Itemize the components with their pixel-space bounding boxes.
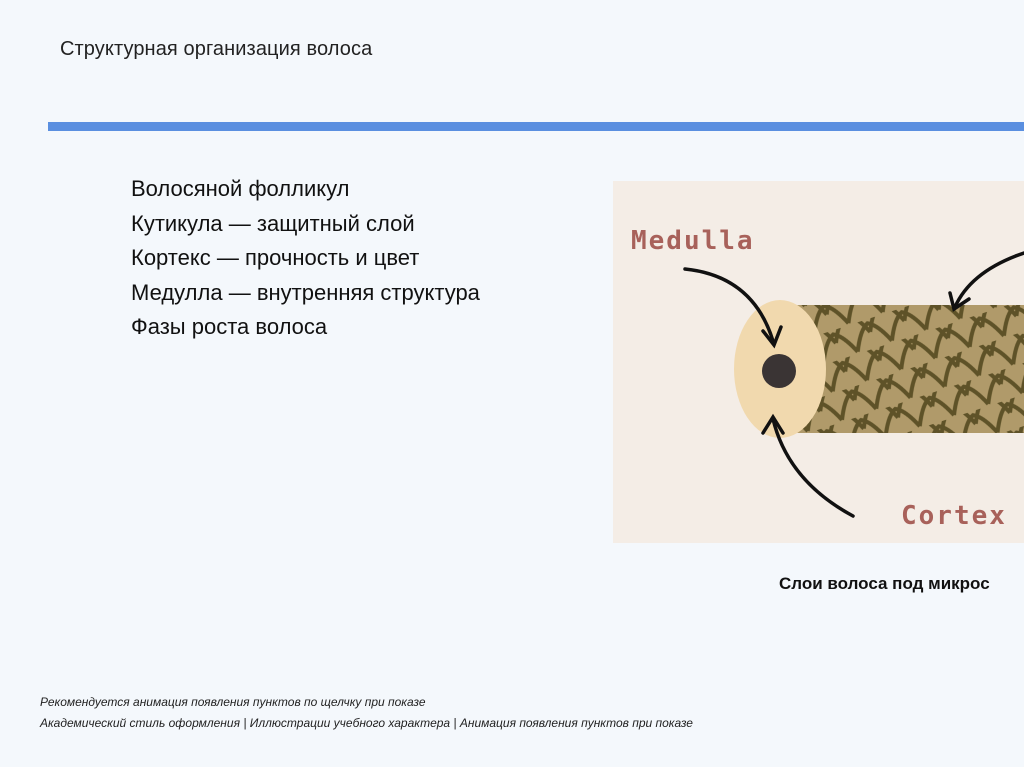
slide-title: Структурная организация волоса [60, 38, 373, 60]
medulla-core [762, 354, 796, 388]
bullet-item: Кортекс — прочность и цвет [131, 245, 420, 270]
bullet-item: Фазы роста волоса [131, 314, 328, 339]
note-line: Академический стиль оформления | Иллюстрации учебного характера | Анимация появления пунктов при показе [40, 716, 693, 730]
bullet-item: Кутикула — защитный слой [131, 210, 415, 236]
presenter-notes [40, 692, 693, 734]
note-line: Рекомендуется анимация появления пунктов по щелчку при показе [40, 695, 426, 709]
cortex-shaft [795, 305, 1024, 433]
bullet-item: Медулла — внутренняя структура [131, 279, 480, 305]
cuticle-arrow [955, 253, 1024, 307]
bullet-item: Волосяной фолликул [131, 176, 350, 201]
figure-caption: Слои волоса под микрос [779, 574, 990, 593]
hair-structure-figure [613, 181, 1024, 543]
cortex-label: Cortex [901, 501, 1007, 531]
bullet-list [131, 172, 480, 345]
title-divider [48, 122, 1024, 131]
medulla-label: Medulla [631, 226, 755, 256]
hair-illustration [613, 181, 1024, 543]
